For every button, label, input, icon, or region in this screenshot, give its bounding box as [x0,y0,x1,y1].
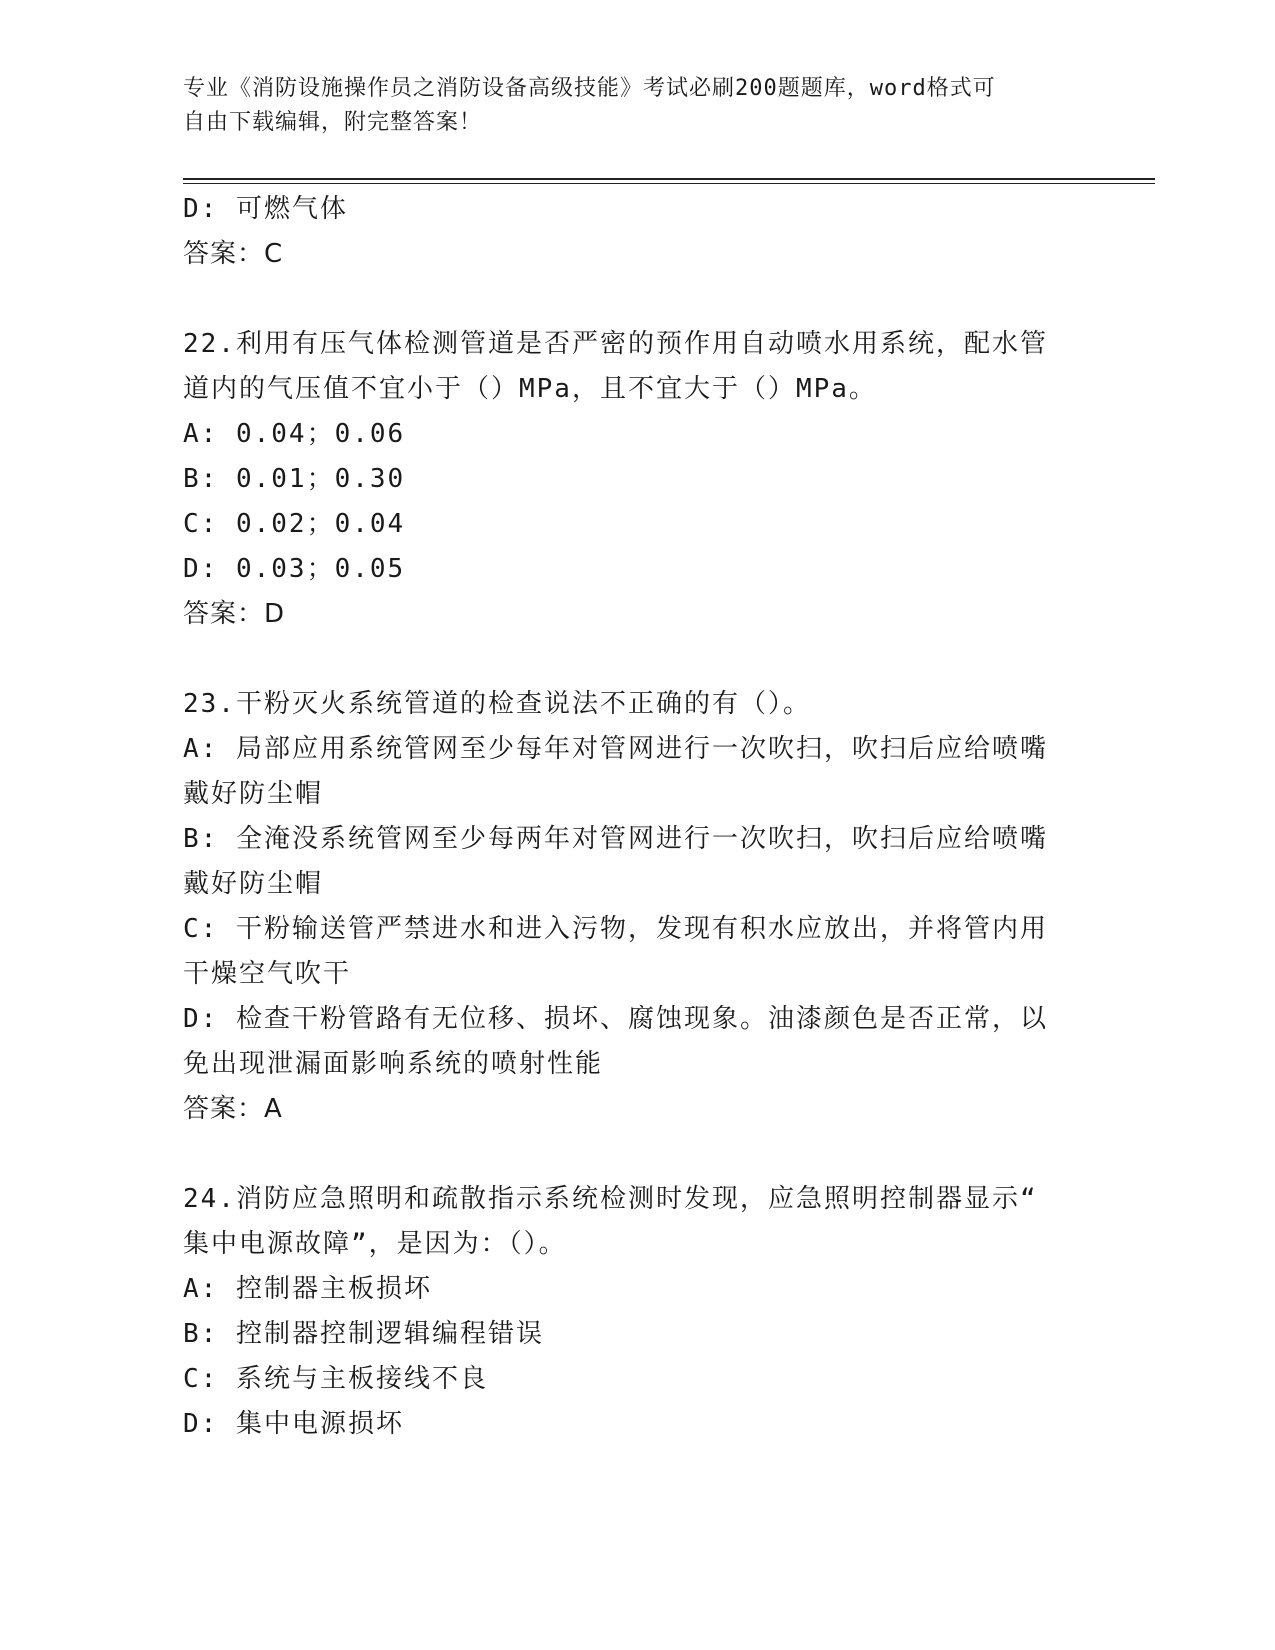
answer-line: 答案：D [183,599,286,629]
option-d: D: 集中电源损坏 [183,1409,404,1439]
option-d: D: 0.03；0.05 [183,554,406,584]
option-a: A: 局部应用系统管网至少每年对管网进行一次吹扫，吹扫后应给喷嘴 [183,734,1048,764]
question-stem: 24.消防应急照明和疏散指示系统检测时发现，应急照明控制器显示“ [183,1184,1038,1214]
question-stem: 道内的气压值不宜小于（）MPa，且不宜大于（）MPa。 [183,374,877,404]
option-d-continued: 免出现泄漏面影响系统的喷射性能 [183,1049,604,1079]
option-c: C: 干粉输送管严禁进水和进入污物，发现有积水应放出，并将管内用 [183,914,1048,944]
header-divider [183,178,1155,180]
question-stem: 集中电源故障”，是因为：（）。 [183,1229,567,1259]
page-header [183,72,1063,140]
option-b: B: 控制器控制逻辑编程错误 [183,1319,544,1349]
option-b-continued: 戴好防尘帽 [183,869,324,899]
option-c: C: 0.02；0.04 [183,509,406,539]
question-23 [183,682,1083,1132]
question-stem: 23.干粉灭火系统管道的检查说法不正确的有（）。 [183,689,811,719]
answer-line: 答案：A [183,1094,283,1124]
header-line: 专业《消防设施操作员之消防设备高级技能》考试必刷200题题库，word格式可 [183,76,996,101]
option-d: D: 检查干粉管路有无位移、损坏、腐蚀现象。油漆颜色是否正常，以 [183,1004,1048,1034]
option-b: B: 0.01；0.30 [183,464,406,494]
option-a: A: 控制器主板损坏 [183,1274,432,1304]
answer-line: 答案：C [183,239,284,269]
option-b: B: 全淹没系统管网至少每两年对管网进行一次吹扫，吹扫后应给喷嘴 [183,824,1048,854]
question-content [183,187,1083,1447]
spacer [183,1132,1083,1177]
question-21-tail [183,187,1083,277]
spacer [183,277,1083,322]
option-d: D: 可燃气体 [183,194,348,224]
question-stem: 22.利用有压气体检测管道是否严密的预作用自动喷水用系统，配水管 [183,329,1048,359]
option-a-continued: 戴好防尘帽 [183,779,324,809]
option-c: C: 系统与主板接线不良 [183,1364,488,1394]
header-divider-thin [183,183,1155,184]
question-24 [183,1177,1083,1447]
option-c-continued: 干燥空气吹干 [183,959,352,989]
header-line: 自由下载编辑，附完整答案！ [183,110,483,135]
spacer [183,637,1083,682]
question-22 [183,322,1083,637]
option-a: A: 0.04；0.06 [183,419,406,449]
